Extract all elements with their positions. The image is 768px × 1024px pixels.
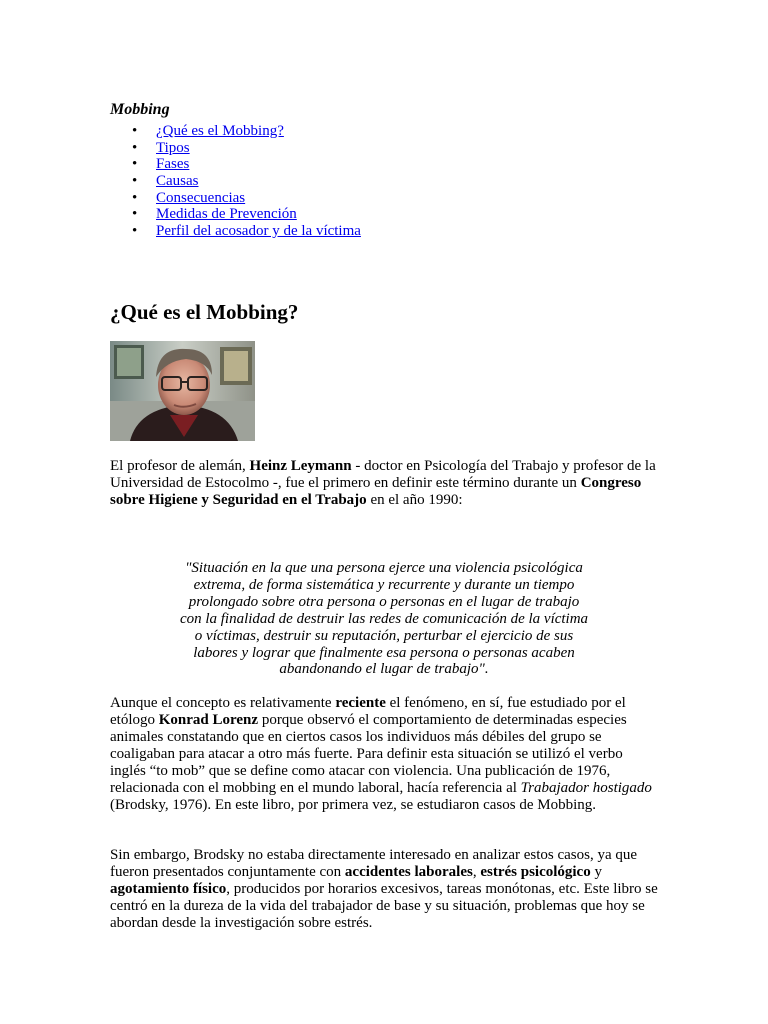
- toc-link-perfil[interactable]: Perfil del acosador y de la víctima: [156, 223, 361, 240]
- text: y: [590, 864, 602, 880]
- toc-link-fases[interactable]: Fases: [156, 156, 190, 173]
- text: El profesor de alemán,: [110, 458, 250, 474]
- text: el fenómeno, en sí, fue estudiado por el etólogo: [110, 695, 626, 728]
- toc-link-causas[interactable]: Causas: [156, 173, 199, 190]
- bold-text: agotamiento físico: [110, 881, 227, 897]
- toc-item: [110, 123, 361, 140]
- toc-title: Mobbing: [110, 101, 170, 118]
- bold-text: estrés psicológico: [480, 864, 591, 880]
- table-of-contents: [110, 123, 361, 240]
- toc-link-que-es[interactable]: ¿Qué es el Mobbing?: [156, 123, 284, 139]
- text: Aunque el concepto es relativamente: [110, 695, 336, 711]
- definition-quote: "Situación en la que una persona ejerce una violencia psicológica extrema, de forma sistemática y recurrente y durante un tiempo prolongado sobre otra persona o personas en el lugar de trabajo con la finalidad de destruir las redes de comunicación de la víctima o víctimas, destruir su reputación, perturbar el ejercicio de sus labores y lograr que finalmente esa persona o personas acaben abandonando el lugar de trabajo".: [179, 560, 589, 678]
- bold-congress: Congreso sobre Higiene y Seguridad en el Trabajo: [110, 475, 642, 508]
- bold-name-lorenz: Konrad Lorenz: [158, 712, 259, 728]
- text: (Brodsky, 1976). En este libro, por primera vez, se estudiaron casos de Mobbing.: [110, 797, 596, 813]
- text: ,: [472, 864, 481, 880]
- toc-item: [110, 140, 361, 157]
- brodsky-paragraph: [110, 847, 660, 932]
- text: - doctor en Psicología del Trabajo y profesor de la Universidad de Estocolmo -, fue el primero en definir este término durante un: [110, 458, 656, 491]
- portrait-photo: [110, 341, 255, 441]
- italic-book-title: Trabajador hostigado: [520, 780, 652, 796]
- toc-link-prevencion[interactable]: Medidas de Prevención: [156, 206, 297, 223]
- text: porque observó el comportamiento de determinadas especies animales constatando que en ciertos casos los individuos más débiles del grupo se coaligaban para atacar a otro más fuerte. Para definir esta situación se utilizó el verbo inglés “to mob” que se define como atacar con violencia. Una publicación de 1976, relacionada con el mobbing en el mundo laboral, hacía referencia al: [110, 712, 627, 796]
- history-paragraph: [110, 695, 660, 814]
- toc-item: [110, 190, 361, 207]
- bold-name-leymann: Heinz Leymann: [249, 458, 352, 474]
- text: , producidos por horarios excesivos, tareas monótonas, etc. Este libro se centró en la dureza de la vida del trabajador de base y su situación, problemas que hoy se abordan desde la investigación sobre estrés.: [110, 881, 658, 931]
- text: Sin embargo, Brodsky no estaba directamente interesado en analizar estos casos, ya que fueron presentados conjuntamente con: [110, 847, 638, 880]
- toc-item: [110, 173, 361, 190]
- toc-item: [110, 223, 361, 240]
- toc-item: [110, 206, 361, 223]
- bold-text: reciente: [335, 695, 386, 711]
- toc-link-tipos[interactable]: Tipos: [156, 139, 190, 156]
- intro-paragraph: [110, 458, 660, 509]
- portrait-image: [110, 341, 255, 441]
- bold-text: accidentes laborales: [344, 864, 473, 880]
- toc-link-consecuencias[interactable]: Consecuencias: [156, 189, 246, 206]
- toc-item: [110, 156, 361, 173]
- text: en el año 1990:: [366, 492, 463, 508]
- section-heading: ¿Qué es el Mobbing?: [110, 300, 299, 324]
